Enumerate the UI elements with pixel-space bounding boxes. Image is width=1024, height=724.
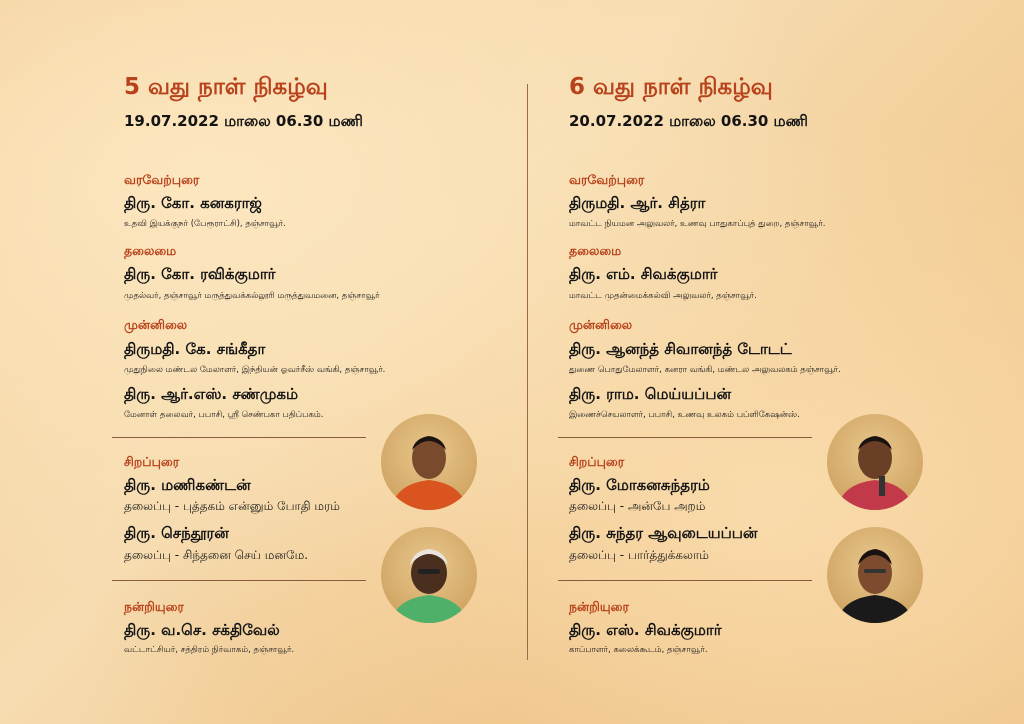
day6-presence-label: முன்னிலை [569, 317, 633, 332]
day5-chair-desc: முதல்வர், தஞ்சாவூர் மருத்துவக்கல்லூரி மருத்துவமனை, தஞ்சாவூர் [124, 291, 380, 301]
day6-presence2-name: திரு. ராம. மெய்யப்பன் [569, 385, 732, 403]
day5-chair-label: தலைமை [124, 243, 177, 258]
day6-chair-label: தலைமை [569, 243, 622, 258]
day6-special2-topic: தலைப்பு - பார்த்துக்கலாம் [569, 548, 709, 562]
day5-welcome-label: வரவேற்புரை [124, 172, 200, 187]
day5-presence1-desc: முதுநிலை மண்டல மேலாளர், இந்தியன் ஓவர்சீஸ் வங்கி, தஞ்சாவூர். [124, 365, 386, 375]
day5-presence2-desc: மேனாள் தலைவர், பபாசி, ஸ்ரீ செண்பகா பதிப்பகம். [124, 410, 324, 420]
day5-welcome-desc: உதவி இயக்குநர் (பேரூராட்சி), தஞ்சாவூர். [124, 219, 286, 229]
day6-presence1-name: திரு. ஆனந்த் சிவானந்த் டோடட் [569, 340, 792, 358]
day6-presence2-desc: இணைச்செயலாளர், பபாசி, உணவு உலகம் பப்ளிகேஷன்ஸ். [569, 410, 800, 420]
day6-welcome-name: திருமதி. ஆர். சித்ரா [569, 194, 706, 212]
day5-title: 5 வது நாள் நிகழ்வு [124, 74, 328, 100]
day6-speaker2-photo [827, 527, 923, 623]
day6-welcome-label: வரவேற்புரை [569, 172, 645, 187]
day5-special1-topic: தலைப்பு - புத்தகம் என்னும் போதி மரம் [124, 499, 340, 513]
day5-speaker1-photo [381, 414, 477, 510]
day5-rule-1 [112, 437, 366, 438]
day6-title: 6 வது நாள் நிகழ்வு [569, 74, 773, 100]
day6-thanks-label: நன்றியுரை [569, 599, 629, 614]
day5-presence2-name: திரு. ஆர்.எஸ். சண்முகம் [124, 385, 299, 403]
day6-special2-name: திரு. சுந்தர ஆவுடையப்பன் [569, 524, 758, 542]
day5-chair-name: திரு. கோ. ரவிக்குமார் [124, 265, 276, 283]
day6-chair-desc: மாவட்ட முதன்மைக்கல்வி அலுவலர், தஞ்சாவூர். [569, 291, 757, 301]
day5-thanks-desc: வட்டாட்சியர், சத்திரம் நிர்வாகம், தஞ்சாவூர். [124, 645, 295, 655]
day5-special-label: சிறப்புரை [124, 454, 180, 469]
day6-special-label: சிறப்புரை [569, 454, 625, 469]
center-divider [527, 84, 528, 660]
day5-special1-name: திரு. மணிகண்டன் [124, 476, 251, 494]
day6-welcome-desc: மாவட்ட நியமன அலுவலர், உணவு பாதுகாப்புத் துறை, தஞ்சாவூர். [569, 219, 826, 229]
person-icon [381, 527, 477, 623]
day5-rule-2 [112, 580, 366, 581]
day5-date: 19.07.2022 மாலை 06.30 மணி [124, 112, 363, 130]
day6-rule-1 [558, 437, 812, 438]
day5-speaker2-photo [381, 527, 477, 623]
day6-special1-name: திரு. மோகனசுந்தரம் [569, 476, 710, 494]
day5-presence1-name: திருமதி. கே. சங்கீதா [124, 340, 266, 358]
day5-thanks-label: நன்றியுரை [124, 599, 184, 614]
day5-thanks-name: திரு. வ.செ. சக்திவேல் [124, 621, 280, 639]
day6-date: 20.07.2022 மாலை 06.30 மணி [569, 112, 808, 130]
day6-thanks-desc: காப்பாளர், கலைக்கூடம், தஞ்சாவூர். [569, 645, 708, 655]
day6-special1-topic: தலைப்பு - அன்பே அறம் [569, 499, 706, 513]
day6-presence1-desc: துணை பொதுமேலாளர், கனரா வங்கி, மண்டல அலுவலகம் தஞ்சாவூர். [569, 365, 841, 375]
day5-special2-topic: தலைப்பு - சிந்தனை செய் மனமே. [124, 548, 309, 562]
day5-presence-label: முன்னிலை [124, 317, 188, 332]
day5-special2-name: திரு. செந்தூரன் [124, 524, 229, 542]
day6-speaker1-photo [827, 414, 923, 510]
person-icon [381, 414, 477, 510]
person-icon [827, 527, 923, 623]
day5-welcome-name: திரு. கோ. கனகராஜ் [124, 194, 262, 212]
day6-thanks-name: திரு. எஸ். சிவக்குமார் [569, 621, 722, 639]
day6-chair-name: திரு. எம். சிவக்குமார் [569, 265, 718, 283]
day6-rule-2 [558, 580, 812, 581]
person-icon [827, 414, 923, 510]
